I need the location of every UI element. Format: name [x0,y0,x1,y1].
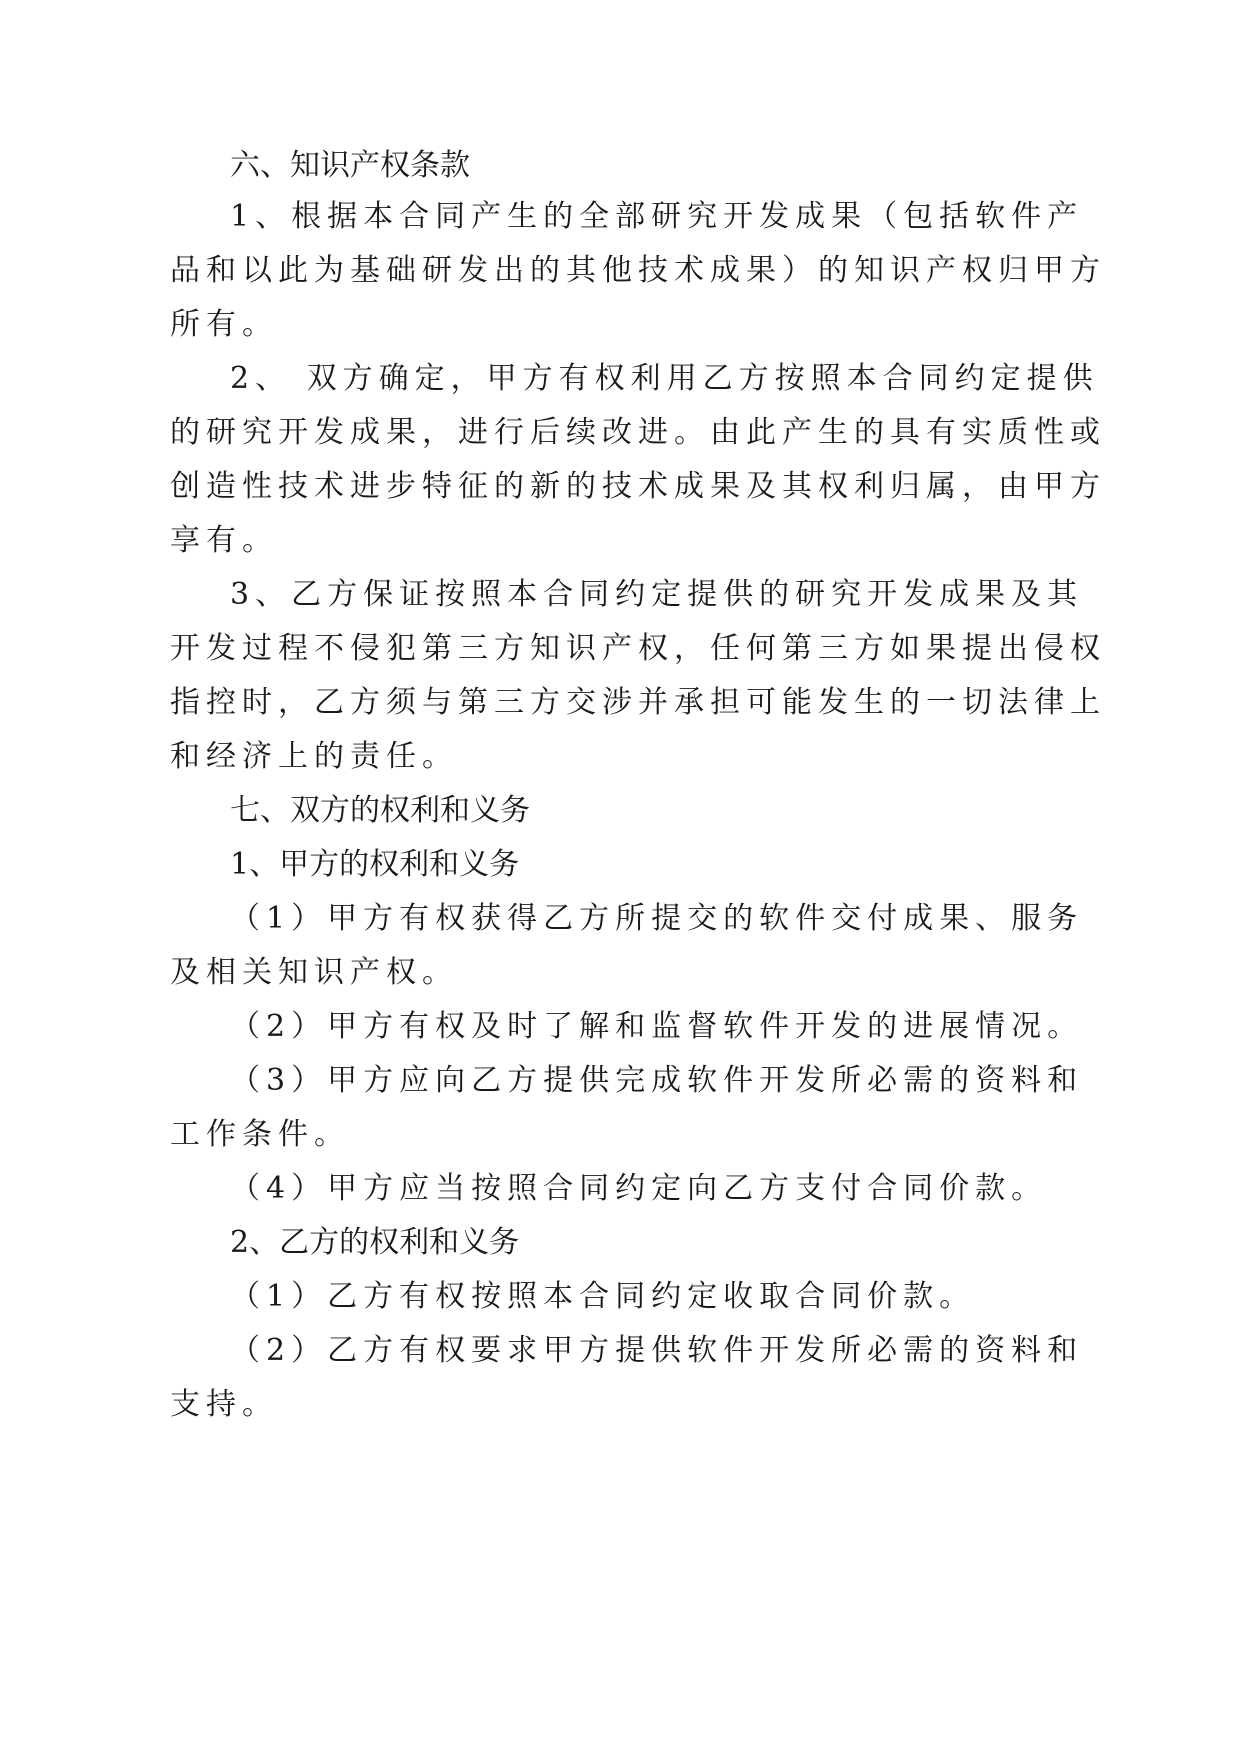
section-7-heading: 七、双方的权利和义务 [230,793,530,828]
section-6-heading: 六、知识产权条款 [230,148,470,183]
clause-7-2-heading: 2、乙方的权利和义务 [230,1225,520,1260]
clause-6-1-line-2: 品和以此为基础研发出的其他技术成果）的知识产权归甲方 [170,253,1106,288]
clause-6-3-line-2: 开发过程不侵犯第三方知识产权，任何第三方如果提出侵权 [170,631,1106,666]
clause-7-1-heading: 1、甲方的权利和义务 [230,847,520,882]
clause-7-1-1-line-2: 及相关知识产权。 [170,955,458,990]
clause-6-3-line-4: 和经济上的责任。 [170,739,458,774]
clause-6-2-line-4: 享有。 [170,523,278,558]
clause-7-1-1-line-1: （1）甲方有权获得乙方所提交的软件交付成果、服务 [230,901,1084,936]
clause-7-2-2-line-2: 支持。 [170,1387,278,1422]
clause-7-2-1: （1）乙方有权按照本合同约定收取合同价款。 [230,1279,976,1314]
clause-6-2-line-2: 的研究开发成果，进行后续改进。由此产生的具有实质性或 [170,415,1106,450]
clause-7-2-2-line-1: （2）乙方有权要求甲方提供软件开发所必需的资料和 [230,1333,1084,1368]
clause-7-1-3-line-2: 工作条件。 [170,1117,350,1152]
clause-6-3-line-1: 3、乙方保证按照本合同约定提供的研究开发成果及其 [230,577,1084,612]
clause-6-1-line-3: 所有。 [170,307,278,342]
clause-6-2-line-3: 创造性技术进步特征的新的技术成果及其权利归属，由甲方 [170,469,1106,504]
clause-7-1-2: （2）甲方有权及时了解和监督软件开发的进展情况。 [230,1009,1084,1044]
clause-6-1-line-1: 1、根据本合同产生的全部研究开发成果（包括软件产 [230,199,1084,234]
clause-6-3-line-3: 指控时，乙方须与第三方交涉并承担可能发生的一切法律上 [170,685,1106,720]
clause-6-2-line-1: 2、 双方确定，甲方有权利用乙方按照本合同约定提供 [230,361,1099,396]
clause-7-1-3-line-1: （3）甲方应向乙方提供完成软件开发所必需的资料和 [230,1063,1084,1098]
clause-7-1-4: （4）甲方应当按照合同约定向乙方支付合同价款。 [230,1171,1048,1206]
